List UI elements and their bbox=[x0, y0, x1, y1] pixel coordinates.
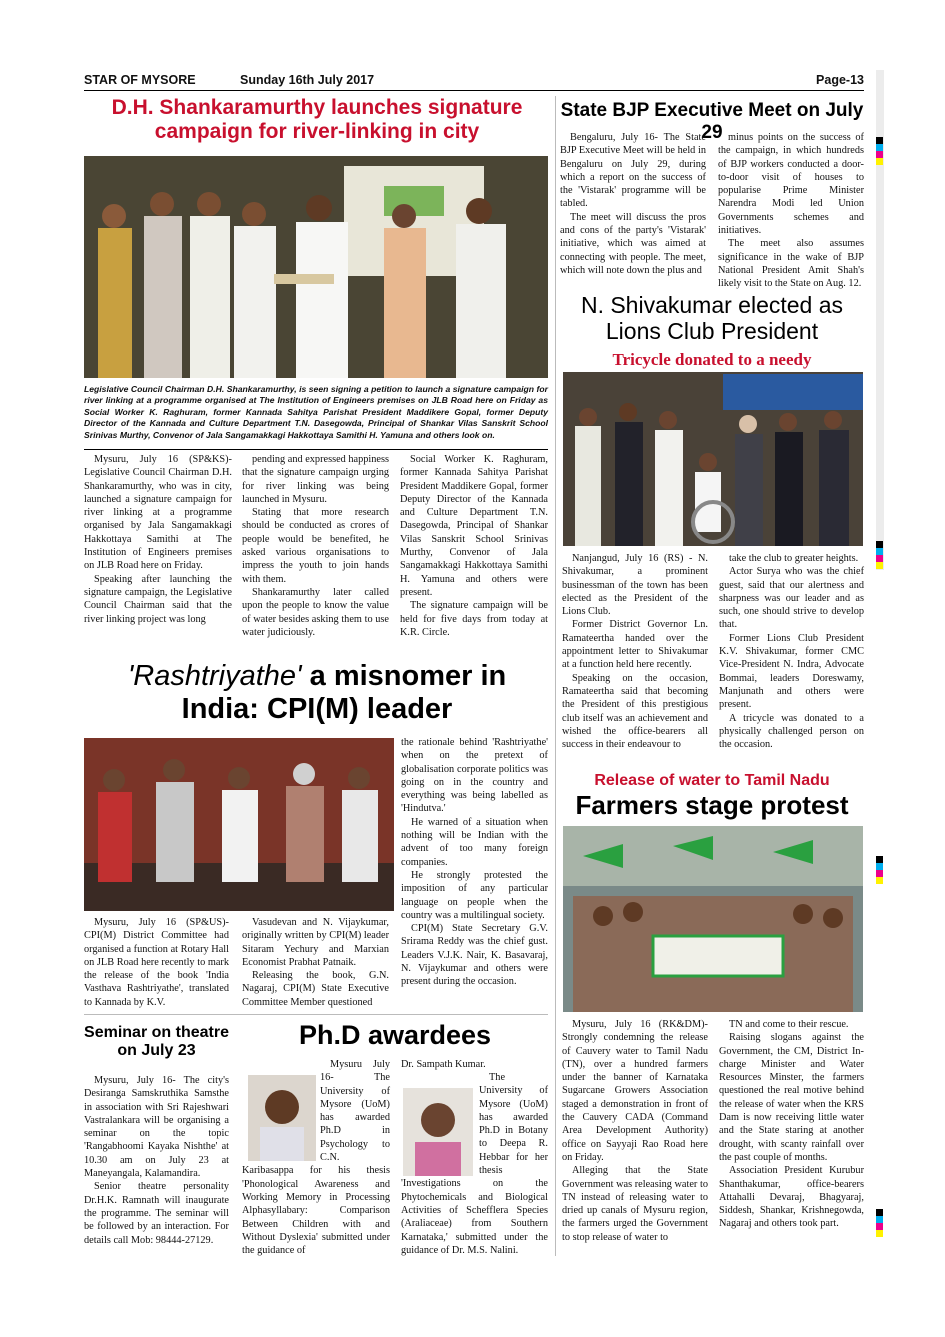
paper-name: STAR OF MYSORE bbox=[84, 73, 196, 87]
page-number: Page-13 bbox=[816, 73, 864, 87]
color-register-mark bbox=[876, 137, 883, 165]
story6-colA: Mysuru July 16- The University of Mysore (UoM) has awarded Ph.D in Psychology to C.N. Karibasappa for his thesis 'Phonological Awareness and Working Memory in Processing Alphasyllabary: Comparison Between Children with and Without Dyslexia' submitted under the guidance of bbox=[242, 1059, 390, 1257]
story7-col2: TN and come to their rescue. Raising slogans against the Government, the CM, District In- charge Minister and Water Resources Minster, the farmers questioned the real motive behind the release of water when the KRS Dam is now receiving little water and the State staring at another drought, with scanty rainfall over the past couple of months. Association President Kurubur Shanthakumar, office-bearers Attahalli Devaraj, Bhagyaraj, Siddesh, Shankar, Krishnegowda, Nagaraj and others took part. bbox=[719, 1019, 864, 1230]
story3-headline: N. Shivakumar elected as Lions Club President bbox=[580, 292, 844, 345]
story5-headline: Seminar on theatre on July 23 bbox=[84, 1024, 229, 1060]
story4-col1: Mysuru, July 16 (SP&US)- CPI(M) District Committee had organised a function at Rotary Hall on JLB Road here recently to mark the release of the book 'India Vasthava Rashtriyathe', translated to Kannada by K.V. bbox=[84, 917, 229, 1008]
column-rule bbox=[555, 96, 556, 1256]
story2-col2: minus points on the success of the campaign, in which hundreds of BJP workers conducted a door-to-door visit of houses to popularise Prime Minister Narendra Modi led Union Governments schemes and initiatives. The meet also assumes significance in the wake of BJP National President Amit Shah's likely visit to the State on Aug. 12. bbox=[718, 132, 864, 290]
story5-col: Mysuru, July 16- The city's Desiranga Samskruthika Samsthe in association with Sri Rajeshwari Vastralankara will be organising a seminar on the topic 'Rangabhoomi Kayaka Nishthe' at 10.30 am on July 23 at Maneyangala, Kalamandira. Senior theatre personality Dr.H.K. Ramnath will inaugurate the programme. The seminar will be followed by an interaction. For details call Mob: 98444-27129. bbox=[84, 1075, 229, 1246]
divider bbox=[84, 449, 548, 450]
story7-headline: Farmers stage protest bbox=[575, 790, 849, 820]
story4-headline: 'Rashtriyathe' a misnomer in India: CPI(M) leader bbox=[127, 660, 507, 726]
story1-col3: Social Worker K. Raghuram, former Kannada Sahitya Parishat President Maddikere Gopal, former Deputy Director of the Kannada and Culture Department T.N. Dasegowda, Principal of Shankar Vilas Sanskrit School Srinivas Murthy, Convenor of Jala Sangamakkagi Hakkottaya Samithi H. Yamuna and others were present. The signature campaign will be held for five days from today at K.R. Circle. bbox=[400, 454, 548, 638]
story6-colB-top: Dr. Sampath Kumar. bbox=[401, 1059, 486, 1070]
story6-headline: Ph.D awardees bbox=[298, 1020, 492, 1050]
story3-subhead: Tricycle donated to a needy bbox=[612, 350, 812, 369]
story2-col1: Bengaluru, July 16- The State BJP Executive Meet will be held in Bengaluru on July 29, during which a report on the success of the 'Vistarak' programme will be tabled. The meet will discuss the pros and cons of the party's 'Vistarak' initiative, which was aimed at connecting with people. The meet, which will note down the plus and bbox=[560, 132, 706, 276]
story4-photo bbox=[84, 738, 394, 911]
story7-col1: Mysuru, July 16 (RK&DM)- Strongly condemning the release of Cauvery water to Tamil Nadu (TN), over a hundred farmers under the banner of Karnataka Sugarcane Growers Association staged a demonstration in front of the Cauvery CADA (Command Area Development Authority) office on Sayyaji Rao Road here on Friday. Alleging that the State Government was releasing water to TN instead of releasing water to dried up canals of Mysuru region, the farmers urged the Government to stop release of water to bbox=[562, 1019, 708, 1243]
story2-headline: State BJP Executive Meet on July 29 bbox=[560, 100, 864, 143]
color-register-mark bbox=[876, 856, 883, 884]
color-register-mark bbox=[876, 1209, 883, 1237]
story3-photo bbox=[563, 372, 863, 546]
story3-col2: take the club to greater heights. Actor Surya who was the chief guest, said that our alertness and sharpness was our leader and as such, one should strive to develop that. Former Lions Club President K.V. Shivakumar, former CMC Vice-President N. Indra, Advocate Bommai, leaders Doreswamy, Manjunath and others were present. A tricycle was donated to a physically challenged person on the occasion. bbox=[719, 553, 864, 751]
issue-date: Sunday 16th July 2017 bbox=[240, 73, 375, 87]
story1-caption: Legislative Council Chairman D.H. Shankaramurthy, is seen signing a petition to launch a signature campaign for river linking at a programme organised at The Institution of Engineers premises on JLB Road here on Friday as Social Worker K. Raghuram, former Kannada Sahitya Parishat President Maddikere Gopal, former Deputy Director of the Kannada and Culture Department T.N. Dasegowda, Principal of Shankar Vilas Sanskrit School Srinivas Murthy, Convenor of Jala Sangamakkagi Hakkottaya Samithi H. Yamuna and others look on. bbox=[84, 384, 548, 440]
story4-col2: Vasudevan and N. Vijaykumar, originally written by CPI(M) leader Sitaram Yechury and Marxian Economist Prabhat Patnaik. Releasing the book, G.N. Nagaraj, CPI(M) State Executive Committee Member questioned bbox=[242, 917, 389, 1008]
story1-col1: Mysuru, July 16 (SP&KS)- Legislative Council Chairman D.H. Shankaramurthy, who was in city, launched a signature campaign for river linking at a programme organised by Jala Sangamakkagi Hakkottaya Samithi at The Institution of Engineers premises on JLB Road here on Friday. Speaking after launching the signature campaign, the Legislative Council Chairman said that the river linking project was long bbox=[84, 454, 232, 625]
story1-headline: D.H. Shankaramurthy launches signature campaign for river-linking in city bbox=[111, 96, 523, 144]
section-rule bbox=[84, 1014, 548, 1015]
story3-col1: Nanjangud, July 16 (RS) - N. Shivakumar, a prominent businessman of the town has been elected as the President of the Lions Club. Former District Governor Ln. Ramateertha handed over the appointment letter to Shivakumar at a function held here recently. Speaking on the occasion, Ramateertha said that becoming the President of this prestigious club itself was an achievement and wished the office-bearers all success in their endeavour to bbox=[562, 553, 708, 751]
masthead bbox=[84, 70, 864, 91]
story7-photo bbox=[563, 826, 863, 1012]
story1-photo bbox=[84, 156, 548, 378]
story7-kicker: Release of water to Tamil Nadu bbox=[594, 772, 830, 789]
color-register-mark bbox=[876, 541, 883, 569]
story6-colB: The University of Mysore (UoM) has awarded Ph.D in Botany to Deepa R. Hebbar for her thesis 'Investigations on the Phytochemicals and Biological Activities of Schefflera Species (Araliaceae) from Southern Karnataka,' submitted under the guidance of Dr. M.S. Nalini. bbox=[401, 1072, 548, 1256]
story4-col3: the rationale behind 'Rashtriyathe' when on the pretext of globalisation corporate politics was going on in the country and everything was being labelled as 'Hindutva.' He warned of a situation when nothing will be Indian with the advent of too many foreign companies. He strongly protested the imposition of any particular language on people when the country was a multilingual society. CPI(M) State Secretary G.V. Srirama Reddy was the chief gust. Leaders V.J.K. Nair, K. Basavaraj, N. Vijaykumar and others were present during the occasion. bbox=[401, 737, 548, 988]
story1-col2: pending and expressed happiness that the signature campaign urging for river linking was being launched in Mysuru. Stating that more research should be conducted as crores of people would be benefited, he asked various organisations to impress the youth to join hands with them. Shankaramurthy later called upon the people to know the value of water besides asking them to use water judiciously. bbox=[242, 454, 389, 638]
